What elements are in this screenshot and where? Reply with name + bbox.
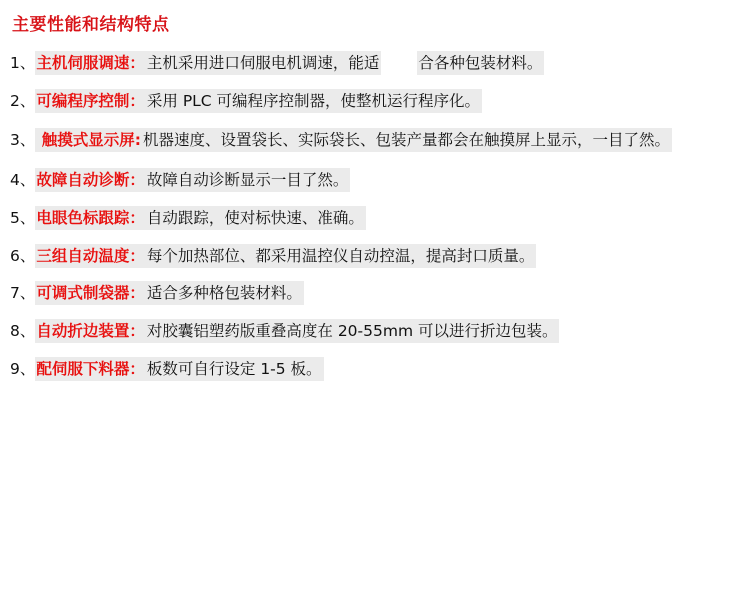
list-item-desc: 机器速度、设置袋长、实际袋长、包装产量都会在触摸屏上显示，一目了然。: [142, 128, 672, 152]
list-item-desc: 适合多种格包装材料。: [146, 281, 304, 305]
list-item-term: 配伺服下料器：: [35, 357, 146, 381]
list-item-term: 电眼色标跟踪：: [35, 206, 146, 230]
list-item-term: 触摸式显示屏:: [35, 128, 142, 152]
list-item-index: 2、: [10, 91, 36, 110]
list-item-index: 4、: [10, 170, 36, 189]
list-item-term: 可编程序控制：: [35, 89, 146, 113]
list-item-desc: 故障自动诊断显示一目了然。: [146, 168, 351, 192]
list-item: [10, 123, 742, 159]
list-item-desc-cont: 合各种包装材料。: [417, 51, 544, 75]
list-item-term: 可调式制袋器：: [35, 281, 146, 305]
list-item: [10, 48, 742, 80]
list-item-index: 6、: [10, 246, 36, 265]
list-item: [10, 203, 742, 235]
list-item-term: 主机伺服调速：: [35, 51, 146, 75]
list-item-index: 3、: [10, 131, 36, 150]
list-item: [10, 354, 742, 386]
page-title: 主要性能和结构特点: [12, 15, 170, 35]
list-item: [10, 316, 742, 348]
list-item-term: 三组自动温度：: [35, 244, 146, 268]
list-item-desc: 对胶囊铝塑药版重叠高度在 20-55mm 可以进行折边包装。: [146, 319, 560, 343]
list-item-term: 自动折边装置：: [35, 319, 146, 343]
list-item: [10, 241, 742, 273]
list-item-index: 8、: [10, 322, 36, 341]
list-item-desc: 每个加热部位、都采用温控仪自动控温，提高封口质量。: [146, 244, 537, 268]
list-item-index: 7、: [10, 284, 36, 303]
list-item: [10, 278, 742, 310]
list-item-desc: 自动跟踪，使对标快速、准确。: [146, 206, 366, 230]
list-item-term: 故障自动诊断：: [35, 168, 146, 192]
list-item-desc: 主机采用进口伺服电机调速，能适: [146, 51, 382, 75]
list-item-desc: 采用 PLC 可编程序控制器，使整机运行程序化。: [146, 89, 482, 113]
list-item-index: 9、: [10, 359, 36, 378]
list-item: [10, 165, 742, 197]
list-item-index: 5、: [10, 208, 36, 227]
feature-list: [10, 48, 742, 386]
list-item-index: 1、: [10, 53, 36, 72]
list-item: [10, 86, 742, 118]
list-item-desc: 板数可自行设定 1-5 板。: [146, 357, 324, 381]
